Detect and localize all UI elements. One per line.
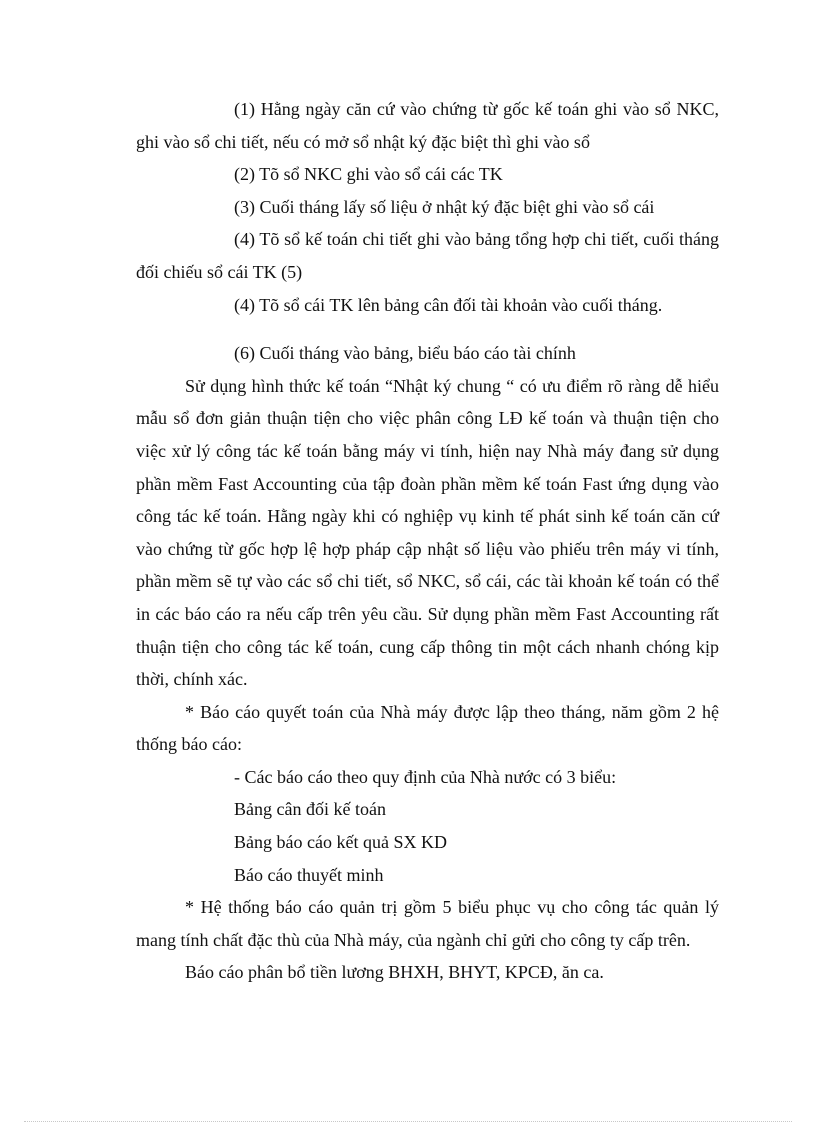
paragraph-step-4b: (4) Tõ sổ cái TK lên bảng cân đối tài khoản vào cuối tháng. [234, 294, 663, 315]
list-item-balance-sheet: Bảng cân đối kế toán [234, 799, 386, 820]
paragraph-report-intro: * Báo cáo quyết toán của Nhà máy được lập theo tháng, năm gồm 2 hệ thống báo cáo: [136, 701, 719, 755]
list-item-business-results: Bảng báo cáo kết quả SX KD [234, 832, 447, 853]
paragraph-salary-allocation: Báo cáo phân bổ tiền lương BHXH, BHYT, KPCĐ, ăn ca. [185, 962, 604, 983]
paragraph-step-3: (3) Cuối tháng lấy số liệu ở nhật ký đặc biệt ghi vào sổ cái [234, 196, 655, 217]
paragraph-step-6: (6) Cuối tháng vào bảng, biểu báo cáo tài chính [234, 343, 576, 364]
paragraph-step-1: (1) Hằng ngày căn cứ vào chứng từ gốc kế toán ghi vào sổ NKC, ghi vào sổ chi tiết, nếu có mở sổ nhật ký đặc biệt thì ghi vào sổ [136, 99, 719, 152]
paragraph-state-reports: - Các báo cáo theo quy định của Nhà nước có 3 biểu: [234, 766, 617, 787]
list-item-explanatory-report: Báo cáo thuyết minh [234, 864, 384, 885]
page-bottom-divider [24, 1121, 792, 1122]
paragraph-step-4a: (4) Tõ sổ kế toán chi tiết ghi vào bảng tổng hợp chi tiết, cuối tháng đối chiếu sổ cái TK (5) [136, 229, 719, 282]
paragraph-spacer [136, 321, 719, 337]
paragraph-management-reports: * Hệ thống báo cáo quản trị gồm 5 biểu phục vụ cho công tác quản lý mang tính chất đặc thù của Nhà máy, của ngành chỉ gửi cho công ty cấp trên. [136, 897, 719, 950]
paragraph-step-2: (2) Tõ sổ NKC ghi vào sổ cái các TK [234, 164, 503, 185]
document-page [136, 93, 719, 989]
paragraph-fast-accounting: Sử dụng hình thức kế toán “Nhật ký chung “ có ưu điểm rõ ràng dễ hiểu mẫu sổ đơn giản thuận tiện cho việc phân công LĐ kế toán và thuận tiện cho việc xử lý công tác kế toán bằng máy vi tính, hiện nay Nhà máy đang sử dụng phần mềm Fast Accounting của tập đoàn phần mềm kế toán Fast ứng dụng vào công tác kế toán. Hằng ngày khi có nghiệp vụ kinh tế phát sinh kế toán căn cứ vào chứng từ gốc hợp lệ hợp pháp cập nhật số liệu vào phiếu trên máy vi tính, phần mềm sẽ tự vào các sổ chi tiết, sổ NKC, sổ cái, các tài khoản kế toán có thể in các báo cáo ra nếu cấp trên yêu cầu. Sử dụng phần mềm Fast Accounting rất thuận tiện cho công tác kế toán, cung cấp thông tin một cách nhanh chóng kịp thời, chính xác. [136, 375, 719, 690]
